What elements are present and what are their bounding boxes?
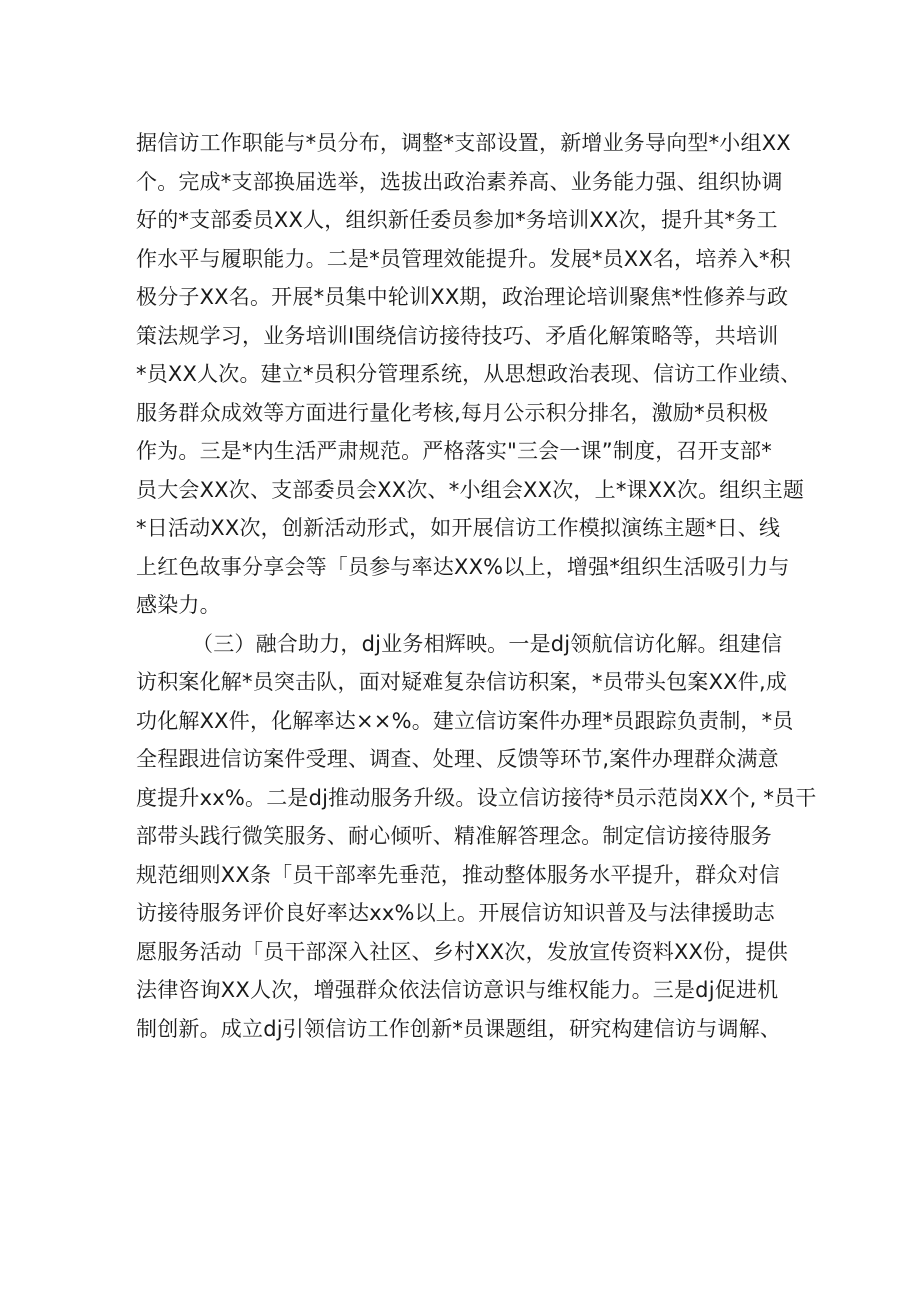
text-line: 极分子XX名。开展*员集中轮训XX期，政治理论培训聚焦*性修养与政	[136, 285, 789, 309]
body-text	[136, 124, 817, 1048]
text-line: 功化解XX件，化解率达××%。建立信访案件办理*员跟踪负责制，*员	[136, 708, 794, 733]
text-line: 部带头践行微笑服务、耐心倾听、精准解答理念。制定信访接待服务	[136, 824, 772, 848]
text-line: 访积案化解*员突击队，面对疑难复杂信访积案，*员带头包案XX件,成	[136, 670, 788, 694]
text-line: 服务群众成效等方面进行量化考核,每月公示积分排名，激励*员积极	[136, 400, 769, 425]
text-line: 规范细则XX条「员干部率先垂范，推动整体服务水平提升，群众对信	[136, 862, 780, 887]
text-line: *员XX人次。建立*员积分管理系统，从思想政治表现、信访工作业绩、	[136, 362, 802, 386]
text-line: 访接待服务评价良好率达xx%以上。开展信访知识普及与法律援助志	[136, 901, 776, 925]
text-line: 作为。三是*内生活严肃规范。严格落实"三会一课”制度，召开支部*	[136, 439, 772, 463]
text-line: 据信访工作职能与*员分布，调整*支部设置，新增业务导向型*小组XX	[136, 131, 791, 155]
text-line: *日活动XX次，创新活动形式，如开展信访工作模拟演练主题*日、线	[136, 516, 781, 540]
section-heading-line: （三）融合助力，dj业务相辉映。一是dj领航信访化解。组建信	[192, 631, 783, 656]
text-line: 上红色故事分享会等「员参与率达XX%以上，增强*组织生活吸引力与	[136, 554, 790, 579]
text-line: 作水平与履职能力。二是*员管理效能提升。发展*员XX名，培养入*积	[136, 246, 791, 271]
text-line: 员大会XX次、支部委员会XX次、*小组会XX次，上*课XX次。组织主题	[136, 477, 805, 502]
text-line: 度提升xx%。二是dj推动服务升级。设立信访接待*员示范岗XX个, *员干	[136, 785, 817, 810]
text-line: 感染力。	[136, 593, 221, 617]
text-line: 全程跟进信访案件受理、调查、处理、反馈等环节,案件办理群众满意	[136, 747, 779, 771]
text-line: 好的*支部委员XX人，组织新任委员参加*务培训XX次，提升其*务工	[136, 208, 778, 232]
text-line: 个。完成*支部换届选举，选拔出政治素养高、业务能力强、组织协调	[136, 169, 783, 194]
text-line: 策法规学习，业务培训I围绕信访接待技巧、矛盾化解策略等，共培训	[136, 323, 779, 348]
text-line: 法律咨询XX人次，增强群众依法信访意识与维权能力。三是dj促进机	[136, 978, 779, 1002]
text-line: 愿服务活动「员干部深入社区、乡村XX次，发放宣传资料XX份，提供	[136, 939, 788, 964]
text-line: 制创新。成立dj引领信访工作创新*员课题组，研究构建信访与调解、	[136, 1016, 782, 1041]
